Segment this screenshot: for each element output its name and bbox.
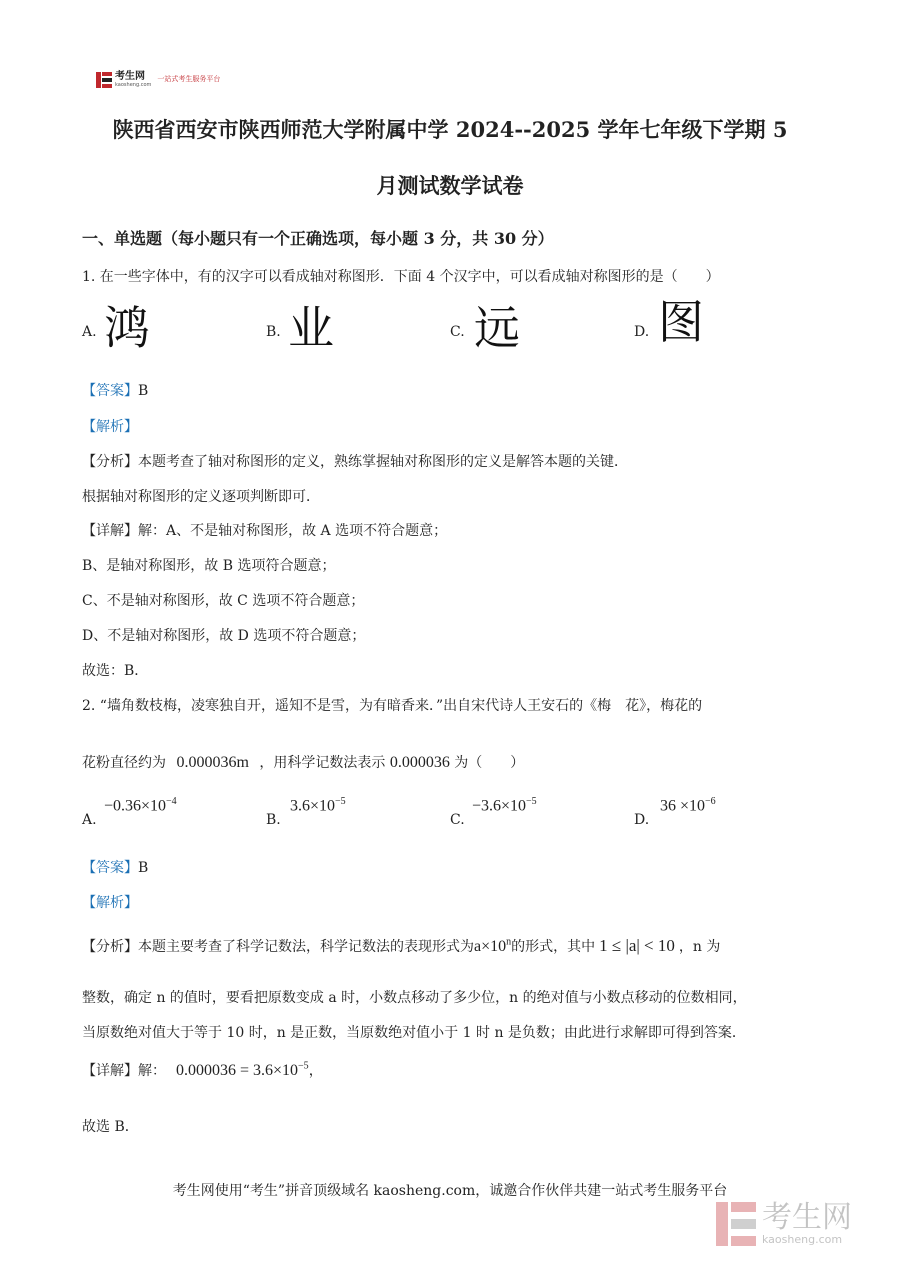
q2-stem-math-1: 0.000036m <box>176 754 249 771</box>
fenxi-text-a: 本题主要考查了科学记数法，科学记数法的表现形式为 <box>138 939 474 955</box>
xiangjie-math-exp: −5 <box>298 1060 309 1072</box>
q2-stem-math-2: 0.000036 <box>389 754 450 771</box>
page-title-line1: 陕西省西安市陕西师范大学附属中学 2024--2025 学年七年级下学期 5 <box>112 117 788 142</box>
q2-stem-text-c: 为（ ） <box>454 755 525 771</box>
q1-line-b: B、是轴对称图形，故 B 选项符合题意； <box>82 558 336 574</box>
q1-options <box>82 292 822 355</box>
q1-line-c: C、不是轴对称图形，故 C 选项不符合题意； <box>82 593 365 609</box>
q2-xiangjie <box>82 1060 323 1080</box>
q1-option-b-char: 业 <box>288 301 334 355</box>
q1-fenxi-2: 根据轴对称图形的定义逐项判断即可． <box>82 489 320 505</box>
xiangjie-text-a: 解： <box>138 1063 166 1079</box>
fenxi-math-1-exp: n <box>506 936 512 948</box>
section-heading: 一、单选题（每小题只有一个正确选项，每小题 3 分，共 30 分） <box>82 229 554 248</box>
fenxi-tag: 【分析】 <box>82 939 138 955</box>
q1-xiangjie <box>82 520 447 540</box>
xiangjie-tag: 【详解】 <box>82 1063 138 1079</box>
q2-stem-text-a: 花粉直径约为 <box>82 755 166 771</box>
q2-option-c-base: −3.6×10 <box>472 797 527 815</box>
q1-option-d-char: 图 <box>658 295 704 349</box>
q2-option-c-math <box>472 796 537 815</box>
q1-option-c-label: C. <box>450 324 465 340</box>
q1-line-d: D、不是轴对称图形，故 D 选项不符合题意； <box>82 628 366 644</box>
q1-option-d-label: D. <box>634 324 650 340</box>
q2-stem-2 <box>82 752 524 772</box>
answer-tag: 【答案】 <box>82 860 138 876</box>
q2-option-a-exp: −4 <box>166 796 177 807</box>
q2-answer <box>82 857 148 877</box>
watermark-domain: kaosheng.com <box>762 1232 843 1246</box>
kaosheng-logo-icon <box>96 72 112 88</box>
q2-fenxi-3: 当原数绝对值大于等于 10 时，n 是正数，当原数绝对值小于 1 时 n 是负数；由此进行求解即可得到答案． <box>82 1025 746 1041</box>
q2-option-a-base: −0.36×10 <box>104 797 167 815</box>
fenxi-text: 本题考查了轴对称图形的定义，熟练掌握轴对称图形的定义是解答本题的关键． <box>138 454 628 470</box>
q1-conclusion: 故选：B． <box>82 663 149 679</box>
answer-value: B <box>138 860 149 876</box>
q1-option-a-label: A. <box>82 324 97 340</box>
q1-fenxi <box>82 451 628 471</box>
q2-stem-text-b: ，用科学记数法表示 <box>259 755 386 771</box>
watermark-text <box>756 1199 852 1246</box>
q2-jiexi-tag: 【解析】 <box>82 895 138 911</box>
q2-option-b-label: B. <box>266 812 281 828</box>
xiangjie-tag: 【详解】 <box>82 523 138 539</box>
q2-conclusion: 故选 B． <box>82 1119 139 1135</box>
q2-option-b-math <box>290 796 346 815</box>
q2-fenxi-2: 整数，确定 n 的值时，要看把原数变成 a 时，小数点移动了多少位，n 的绝对值与小数点移动的位数相同， <box>82 990 747 1006</box>
answer-value: B <box>138 383 149 399</box>
xiangjie-text-b: ， <box>308 1063 323 1079</box>
q2-fenxi <box>82 936 720 956</box>
page-title-line2: 月测试数学试卷 <box>376 173 524 198</box>
xiangjie-math-base: 0.000036 = 3.6×10 <box>176 1062 299 1079</box>
q2-option-d-math <box>660 796 716 815</box>
fenxi-math-1-base: a×10 <box>474 938 507 955</box>
q2-option-b-exp: −5 <box>335 796 346 807</box>
q1-answer <box>82 380 148 400</box>
logo-domain: kaosheng.com <box>115 82 152 88</box>
xiangjie-math <box>176 1062 309 1079</box>
logo-slogan: 一站式考生服务平台 <box>157 75 221 83</box>
q2-options <box>82 796 822 832</box>
fenxi-tag: 【分析】 <box>82 454 138 470</box>
logo-name: 考生网 <box>115 71 145 82</box>
watermark <box>716 1199 852 1246</box>
page-footer: 考生网使用“考生”拼音顶级域名 kaosheng.com，诚邀合作伙伴共建一站式考生服务平台 <box>172 1183 728 1199</box>
header-logo <box>96 72 220 88</box>
xiangjie-text: 解：A、不是轴对称图形，故 A 选项不符合题意； <box>138 523 448 539</box>
q2-option-d-base: 36 ×10 <box>660 797 706 815</box>
watermark-name: 考生网 <box>762 1199 852 1235</box>
q1-option-b-label: B. <box>266 324 281 340</box>
watermark-logo-icon <box>716 1202 756 1246</box>
fenxi-math-2: 1 ≤ |a| < 10 <box>599 936 675 955</box>
q2-option-a-math <box>104 796 177 815</box>
fenxi-text-b: 的形式，其中 <box>511 939 596 955</box>
q2-option-a-label: A. <box>82 812 97 828</box>
q2-stem-1: 2. “墙角数枝梅，凌寒独自开，遥知不是雪，为有暗香来．”出自宋代诗人王安石的《梅 花》，梅花的 <box>82 698 703 714</box>
q1-jiexi-tag: 【解析】 <box>82 419 138 435</box>
q2-option-c-label: C. <box>450 812 465 828</box>
q1-option-c-char: 远 <box>474 301 520 355</box>
q1-stem: 1. 在一些字体中，有的汉字可以看成轴对称图形．下面 4 个汉字中，可以看成轴对称图形的是（ ） <box>82 269 720 285</box>
answer-tag: 【答案】 <box>82 383 138 399</box>
q1-option-a-char: 鸿 <box>104 301 150 355</box>
fenxi-math-1 <box>474 938 511 955</box>
q2-option-b-base: 3.6×10 <box>290 797 336 815</box>
logo-text <box>115 72 151 88</box>
q2-option-c-exp: −5 <box>526 796 537 807</box>
q2-option-d-exp: −6 <box>705 796 716 807</box>
fenxi-text-c: ，n 为 <box>678 939 721 955</box>
q2-option-d-label: D. <box>634 812 650 828</box>
